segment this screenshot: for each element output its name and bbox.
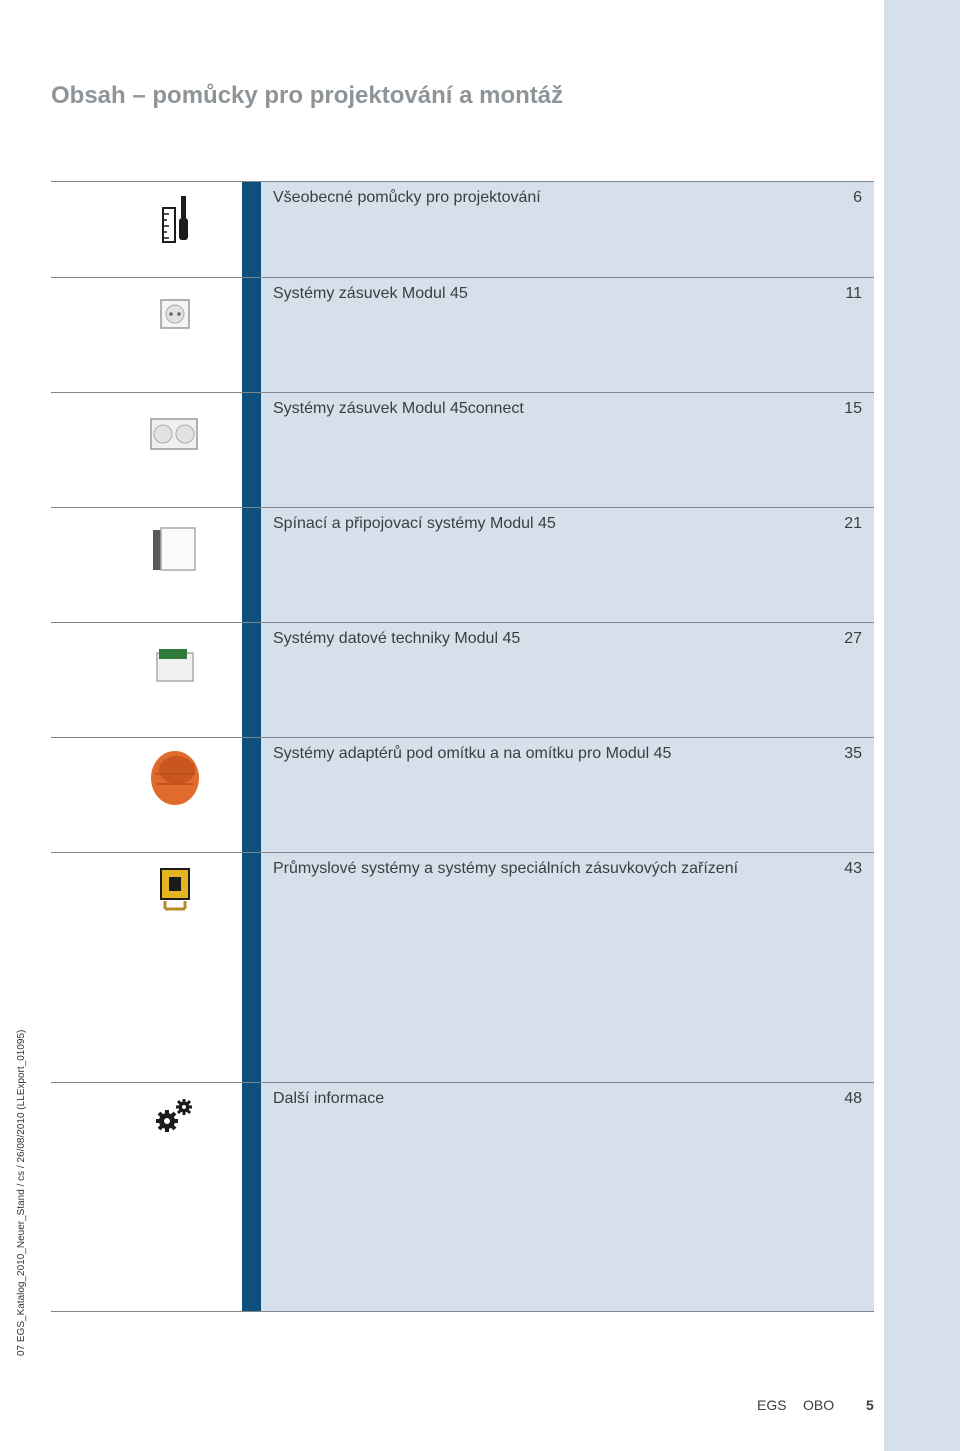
toc-row-general-planning[interactable] xyxy=(51,181,874,277)
toc-label: Další informace xyxy=(273,1090,385,1107)
footer-brand: EGS xyxy=(757,1397,787,1413)
toc-page-number: 35 xyxy=(844,745,862,762)
toc-page-number: 15 xyxy=(844,400,862,417)
print-meta: 07 EGS_Katalog_2010_Neuer_Stand / cs / 26/08/2010 (LLExport_01095) xyxy=(16,1029,27,1356)
toc-row-data-systems[interactable] xyxy=(51,622,874,737)
toc-row-socket-systems-connect[interactable] xyxy=(51,392,874,507)
toc-row-adapter-systems[interactable] xyxy=(51,737,874,852)
toc-label: Systémy datové techniky Modul 45 xyxy=(273,630,521,647)
toc-page-number: 27 xyxy=(844,630,862,647)
switch-icon xyxy=(147,516,203,580)
industrial-socket-icon xyxy=(147,859,203,923)
table-of-contents xyxy=(51,181,874,1312)
socket-icon xyxy=(147,286,203,350)
toc-page-number: 48 xyxy=(844,1090,862,1107)
toc-row-switching-systems[interactable] xyxy=(51,507,874,622)
footer-company: OBO xyxy=(803,1397,835,1413)
toc-label: Průmyslové systémy a systémy speciálních zásuvkových zařízení xyxy=(273,860,739,877)
gears-icon xyxy=(147,1095,203,1159)
toc-label: Spínací a připojovací systémy Modul 45 xyxy=(273,515,556,532)
toc-label: Systémy zásuvek Modul 45connect xyxy=(273,400,524,417)
toc-page-number: 43 xyxy=(844,860,862,877)
toc-label: Systémy adaptérů pod omítku a na omítku pro Modul 45 xyxy=(273,745,672,762)
toc-row-socket-systems[interactable] xyxy=(51,277,874,392)
toc-label: Všeobecné pomůcky pro projektování xyxy=(273,189,541,206)
ruler-screwdriver-icon xyxy=(147,190,203,254)
side-strip xyxy=(884,0,960,1451)
toc-page-number: 21 xyxy=(844,515,862,532)
toc-row-further-info[interactable] xyxy=(51,1082,874,1311)
toc-bottom-rule xyxy=(51,1311,874,1312)
toc-label: Systémy zásuvek Modul 45 xyxy=(273,285,468,302)
toc-page-number: 11 xyxy=(845,285,862,302)
toc-row-industrial-systems[interactable] xyxy=(51,852,874,1082)
flush-box-icon xyxy=(147,744,203,808)
double-socket-icon xyxy=(147,401,203,465)
page-title: Obsah – pomůcky pro projektování a montáž xyxy=(51,82,564,109)
footer-page-number: 5 xyxy=(866,1397,874,1413)
toc-page-number: 6 xyxy=(853,189,862,206)
data-socket-icon xyxy=(147,631,203,695)
